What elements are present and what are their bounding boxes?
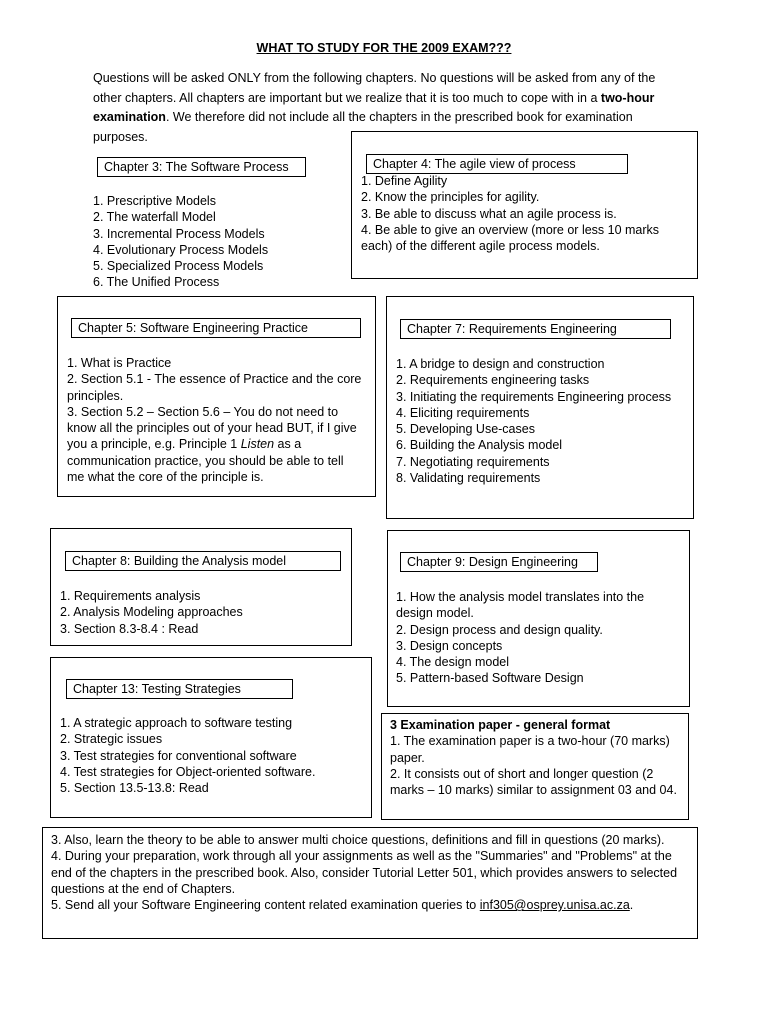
exam-format-title: 3 Examination paper - general format bbox=[390, 718, 611, 732]
list-item: 1. Requirements analysis bbox=[60, 589, 201, 603]
list-item: 2. Analysis Modeling approaches bbox=[60, 605, 243, 620]
list-item: 4. Be able to give an overview (more or less 10 marks each) of the different agile process models. bbox=[361, 222, 660, 254]
intro-text-1: Questions will be asked ONLY from the following chapters. No questions will be asked from any of the other chapters. All chapters are important but we realize that it is too much to cope with in a bbox=[93, 71, 656, 105]
footer-list bbox=[51, 832, 691, 913]
list-item: 2. Section 5.1 - The essence of Practice and the core principles. bbox=[67, 372, 362, 403]
list-item: 1. How the analysis model translates into the design model. bbox=[396, 590, 645, 621]
list-item: 2. Know the principles for agility. bbox=[361, 190, 540, 205]
italic-term: Listen bbox=[240, 437, 275, 452]
email-link[interactable]: inf305@osprey.unisa.ac.za bbox=[479, 898, 630, 913]
chapter-4-title: Chapter 4: The agile view of process bbox=[366, 154, 628, 174]
list-item: 4. During your preparation, work through all your assignments as well as the "Summaries" and "Problems" at the end of the chapters in the prescribed book. Also, consider Tutorial Letter 501, which provides answers to selected questions at the end of Chapters. bbox=[51, 849, 678, 896]
list-item: 2. Design process and design quality. bbox=[396, 622, 603, 637]
list-item: 4. The design model bbox=[396, 655, 510, 670]
chapter-9-list bbox=[396, 589, 684, 687]
list-item: 3. Design concepts bbox=[396, 638, 503, 653]
list-item: 7. Negotiating requirements bbox=[396, 454, 550, 469]
intro-text-2: . We therefore did not include all the chapters in the prescribed book for examination purposes. bbox=[93, 110, 633, 144]
list-item: 3. Section 5.2 – Section 5.6 – You do not need to know all the principles out of your head BUT, if I give you a principle, e.g. Principle 1 Listen as a communication practice, you should be able to tell me what the core of the principle is. bbox=[67, 404, 357, 485]
list-item: 1. A strategic approach to software testing bbox=[60, 716, 293, 730]
chapter-4-list bbox=[361, 173, 691, 254]
list-item: 2. Strategic issues bbox=[60, 732, 163, 747]
chapter-3-list bbox=[93, 193, 343, 291]
page-title: WHAT TO STUDY FOR THE 2009 EXAM??? bbox=[256, 41, 512, 55]
list-item: 2. It consists out of short and longer question (2 marks – 10 marks) similar to assignment 03 and 04. bbox=[390, 766, 677, 798]
chapter-13-list bbox=[60, 715, 366, 796]
chapter-7-list bbox=[396, 356, 686, 486]
list-item: 5. Pattern-based Software Design bbox=[396, 671, 584, 686]
list-item: 8. Validating requirements bbox=[396, 471, 541, 486]
chapter-7-title: Chapter 7: Requirements Engineering bbox=[400, 319, 671, 339]
list-item: 3. Be able to discuss what an agile process is. bbox=[361, 206, 617, 221]
list-item: 1. What is Practice bbox=[67, 356, 172, 370]
list-item: 6. Building the Analysis model bbox=[396, 438, 563, 453]
list-item: 4. Test strategies for Object-oriented software. bbox=[60, 764, 316, 779]
chapter-8-list bbox=[60, 588, 345, 637]
list-item: 2. Requirements engineering tasks bbox=[396, 373, 590, 388]
list-item: 3. Section 8.3-8.4 : Read bbox=[60, 621, 199, 636]
list-item: 1. Prescriptive Models bbox=[93, 194, 216, 208]
intro-bold-text: two-hour examination bbox=[93, 90, 655, 124]
list-item: 4. Evolutionary Process Models bbox=[93, 242, 269, 257]
list-item: 3. Test strategies for conventional software bbox=[60, 748, 297, 763]
list-item: 4. Eliciting requirements bbox=[396, 405, 530, 420]
list-item: 3. Also, learn the theory to be able to answer multi choice questions, definitions and fill in questions (20 marks). bbox=[51, 833, 665, 847]
list-item: 1. The examination paper is a two-hour (70 marks) paper. bbox=[390, 734, 670, 765]
list-item: 5. Section 13.5-13.8: Read bbox=[60, 781, 209, 796]
list-item: 3. Initiating the requirements Engineering process bbox=[396, 389, 672, 404]
list-item: 1. Define Agility bbox=[361, 174, 448, 188]
chapter-13-title: Chapter 13: Testing Strategies bbox=[66, 679, 293, 699]
list-item: 3. Incremental Process Models bbox=[93, 226, 265, 241]
chapter-3-title: Chapter 3: The Software Process bbox=[97, 157, 306, 177]
list-item: 2. The waterfall Model bbox=[93, 210, 216, 225]
exam-format-content bbox=[390, 717, 684, 798]
chapter-9-title: Chapter 9: Design Engineering bbox=[400, 552, 598, 572]
chapter-5-list bbox=[67, 355, 364, 485]
list-item: 5. Specialized Process Models bbox=[93, 259, 264, 274]
list-item: 1. A bridge to design and construction bbox=[396, 357, 605, 371]
chapter-8-title: Chapter 8: Building the Analysis model bbox=[65, 551, 341, 571]
list-item: 5. Send all your Software Engineering content related examination queries to inf305@osprey.unisa.ac.za. bbox=[51, 898, 634, 913]
list-item: 6. The Unified Process bbox=[93, 275, 220, 290]
list-item: 5. Developing Use-cases bbox=[396, 422, 535, 437]
chapter-5-title: Chapter 5: Software Engineering Practice bbox=[71, 318, 361, 338]
